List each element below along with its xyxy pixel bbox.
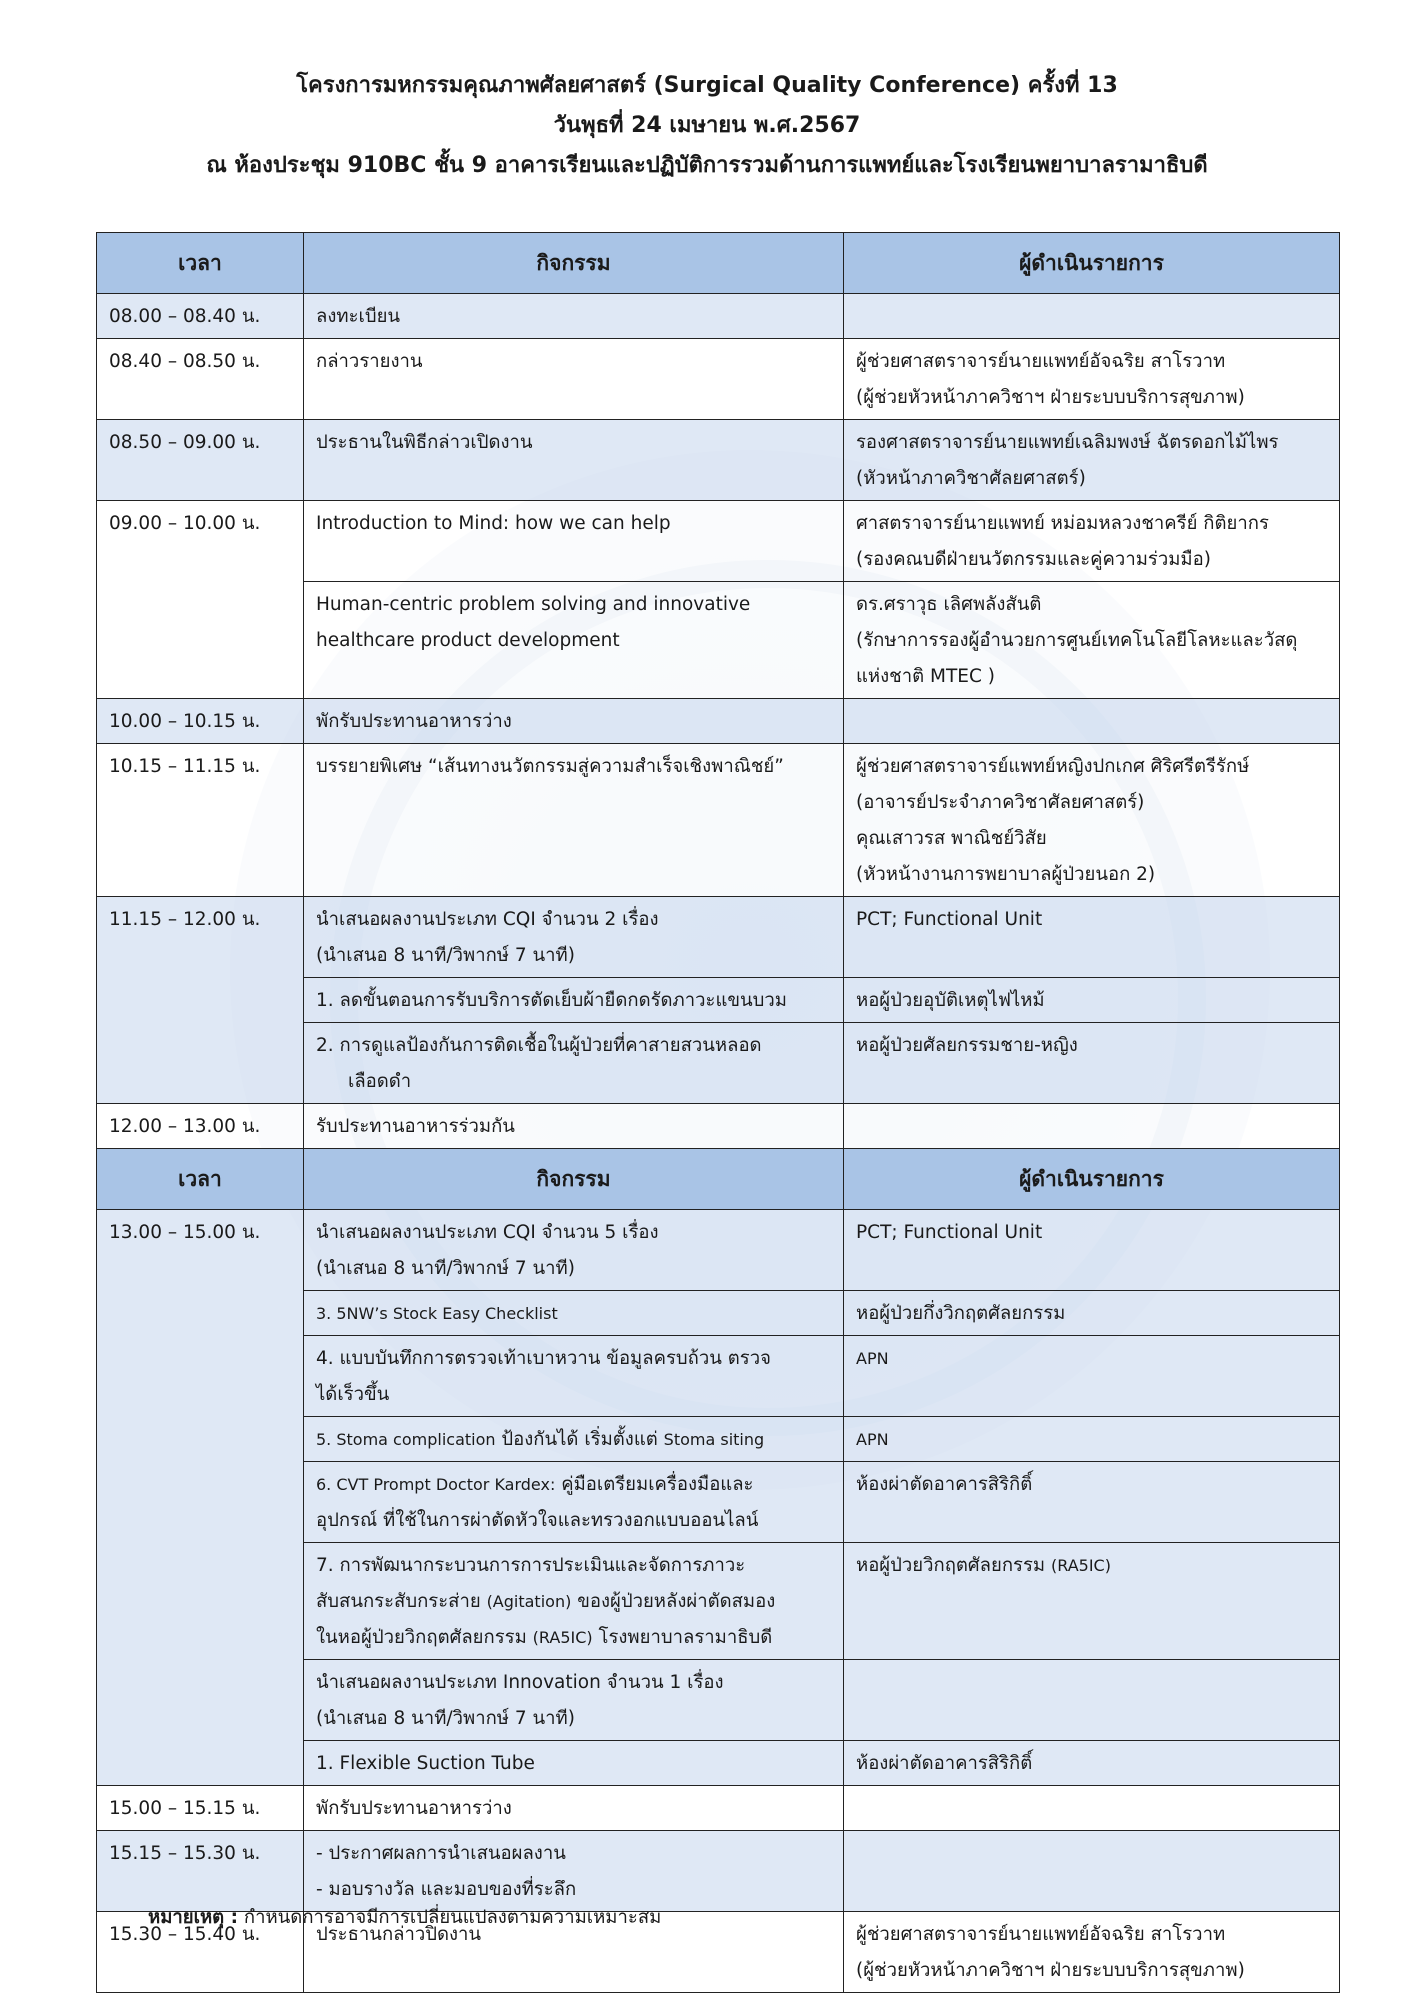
time-cell: 15.15 – 15.30 น. [97,1831,304,1912]
activity-cell: 1. Flexible Suction Tube [304,1741,844,1786]
host-cell [844,699,1340,744]
host-cell: หอผู้ป่วยวิกฤตศัลยกรรม (RA5IC) [844,1543,1340,1660]
activity-cell: นำเสนอผลงานประเภท CQI จำนวน 2 เรื่อง (นำเสนอ 8 นาที/วิพากษ์ 7 นาที) [304,897,844,978]
col-header-time: เวลา [97,233,304,294]
table-row [97,1786,1340,1831]
time-cell: 09.00 – 10.00 น. [97,501,304,699]
host-cell: หอผู้ป่วยศัลยกรรมชาย-หญิง [844,1023,1340,1104]
col-header-time: เวลา [97,1149,304,1210]
activity-cell: 6. CVT Prompt Doctor Kardex: คู่มือเตรียมเครื่องมือและ อุปกรณ์ ที่ใช้ในการผ่าตัดหัวใจและทรวงอกแบบออนไลน์ [304,1462,844,1543]
activity-cell: ลงทะเบียน [304,294,844,339]
time-cell: 15.30 – 15.40 น. [97,1912,304,1993]
conference-date: วันพุธที่ 24 เมษายน พ.ศ.2567 [553,113,861,138]
conference-title: โครงการมหกรรมคุณภาพศัลยศาสตร์ (Surgical Quality Conference) ครั้งที่ 13 [296,73,1118,98]
host-cell: ผู้ช่วยศาสตราจารย์แพทย์หญิงปกเกศ ศิริศรีตรีรักษ์ (อาจารย์ประจำภาควิชาศัลยศาสตร์) คุณเสาวรส พาณิชย์วิสัย (หัวหน้างานการพยาบาลผู้ป่วยนอก 2) [844,744,1340,897]
activity-cell: 1. ลดขั้นตอนการรับบริการตัดเย็บผ้ายืดกดรัดภาวะแขนบวม [304,978,844,1023]
host-cell [844,1104,1340,1149]
host-cell [844,1660,1340,1741]
time-cell: 08.50 – 09.00 น. [97,420,304,501]
host-cell: PCT; Functional Unit [844,1210,1340,1291]
col-header-host: ผู้ดำเนินรายการ [844,1149,1340,1210]
host-cell [844,294,1340,339]
table-row [97,501,1340,582]
activity-cell: นำเสนอผลงานประเภท CQI จำนวน 5 เรื่อง (นำเสนอ 8 นาที/วิพากษ์ 7 นาที) [304,1210,844,1291]
conference-venue: ณ ห้องประชุม 910BC ชั้น 9 อาคารเรียนและปฏิบัติการรวมด้านการแพทย์และโรงเรียนพยาบาลรามาธิบดี [206,153,1208,178]
activity-cell: 4. แบบบันทึกการตรวจเท้าเบาหวาน ข้อมูลครบถ้วน ตรวจ ได้เร็วขึ้น [304,1336,844,1417]
activity-cell: นำเสนอผลงานประเภท Innovation จำนวน 1 เรื่อง (นำเสนอ 8 นาที/วิพากษ์ 7 นาที) [304,1660,844,1741]
activity-cell: 3. 5NW’s Stock Easy Checklist [304,1291,844,1336]
time-cell: 13.00 – 15.00 น. [97,1210,304,1786]
host-cell: ศาสตราจารย์นายแพทย์ หม่อมหลวงชาครีย์ กิติยากร (รองคณบดีฝ่ายนวัตกรรมและคู่ความร่วมมือ) [844,501,1340,582]
activity-cell: Introduction to Mind: how we can help [304,501,844,582]
col-header-activity: กิจกรรม [304,233,844,294]
table-row [97,897,1340,978]
activity-cell: รับประทานอาหารร่วมกัน [304,1104,844,1149]
table-row [97,1104,1340,1149]
host-cell: รองศาสตราจารย์นายแพทย์เฉลิมพงษ์ ฉัตรดอกไม้ไพร (หัวหน้าภาควิชาศัลยศาสตร์) [844,420,1340,501]
activity-cell: 2. การดูแลป้องกันการติดเชื้อในผู้ป่วยที่คาสายสวนหลอด เลือดดำ [304,1023,844,1104]
host-cell: PCT; Functional Unit [844,897,1340,978]
document-header [0,66,1414,186]
activity-cell: ประธานในพิธีกล่าวเปิดงาน [304,420,844,501]
host-cell: ผู้ช่วยศาสตราจารย์นายแพทย์อัจฉริย สาโรวาท (ผู้ช่วยหัวหน้าภาควิชาฯ ฝ่ายระบบบริการสุขภาพ) [844,1912,1340,1993]
table-row [97,1210,1340,1291]
table-row [97,294,1340,339]
time-cell: 10.15 – 11.15 น. [97,744,304,897]
table-header-row-afternoon [97,1149,1340,1210]
footnote-text: กำหนดการอาจมีการเปลี่ยนแปลงตามความเหมาะสม [238,1907,662,1928]
activity-cell: พักรับประทานอาหารว่าง [304,699,844,744]
host-cell: หอผู้ป่วยอุบัติเหตุไฟไหม้ [844,978,1340,1023]
footnote [148,1903,661,1932]
time-cell: 08.00 – 08.40 น. [97,294,304,339]
activity-cell: 7. การพัฒนากระบวนการการประเมินและจัดการภาวะ สับสนกระสับกระส่าย (Agitation) ของผู้ป่วยหลังผ่าตัดสมอง ในหอผู้ป่วยวิกฤตศัลยกรรม (RA5IC) โรงพยาบาลรามาธิบดี [304,1543,844,1660]
activity-cell: 5. Stoma complication ป้องกันได้ เริ่มตั้งแต่ Stoma siting [304,1417,844,1462]
host-cell: ห้องผ่าตัดอาคารสิริกิติ์ [844,1741,1340,1786]
activity-cell: กล่าวรายงาน [304,339,844,420]
activity-cell: - ประกาศผลการนำเสนอผลงาน - มอบรางวัล และมอบของที่ระลึก [304,1831,844,1912]
host-cell [844,1831,1340,1912]
activity-cell: บรรยายพิเศษ “เส้นทางนวัตกรรมสู่ความสำเร็จเชิงพาณิชย์” [304,744,844,897]
time-cell: 11.15 – 12.00 น. [97,897,304,1104]
activity-cell: พักรับประทานอาหารว่าง [304,1786,844,1831]
table-row [97,744,1340,897]
table-header-row [97,233,1340,294]
time-cell: 10.00 – 10.15 น. [97,699,304,744]
table-row [97,1831,1340,1912]
col-header-activity: กิจกรรม [304,1149,844,1210]
table-row [97,420,1340,501]
host-cell: APN [844,1336,1340,1417]
table-row [97,699,1340,744]
time-cell: 12.00 – 13.00 น. [97,1104,304,1149]
footnote-label: หมายเหตุ : [148,1907,238,1928]
schedule-table [96,232,1340,1993]
table-row [97,339,1340,420]
activity-cell: ประธานกล่าวปิดงาน [304,1912,844,1993]
host-cell: หอผู้ป่วยกึ่งวิกฤตศัลยกรรม [844,1291,1340,1336]
col-header-host: ผู้ดำเนินรายการ [844,233,1340,294]
host-cell: APN [844,1417,1340,1462]
host-cell: ดร.ศราวุธ เลิศพลังสันติ (รักษาการรองผู้อำนวยการศูนย์เทคโนโลยีโลหะและวัสดุ แห่งชาติ MTEC ) [844,582,1340,699]
host-cell: ผู้ช่วยศาสตราจารย์นายแพทย์อัจฉริย สาโรวาท (ผู้ช่วยหัวหน้าภาควิชาฯ ฝ่ายระบบบริการสุขภาพ) [844,339,1340,420]
host-cell: ห้องผ่าตัดอาคารสิริกิติ์ [844,1462,1340,1543]
activity-cell: Human-centric problem solving and innovative healthcare product development [304,582,844,699]
time-cell: 15.00 – 15.15 น. [97,1786,304,1831]
time-cell: 08.40 – 08.50 น. [97,339,304,420]
host-cell [844,1786,1340,1831]
